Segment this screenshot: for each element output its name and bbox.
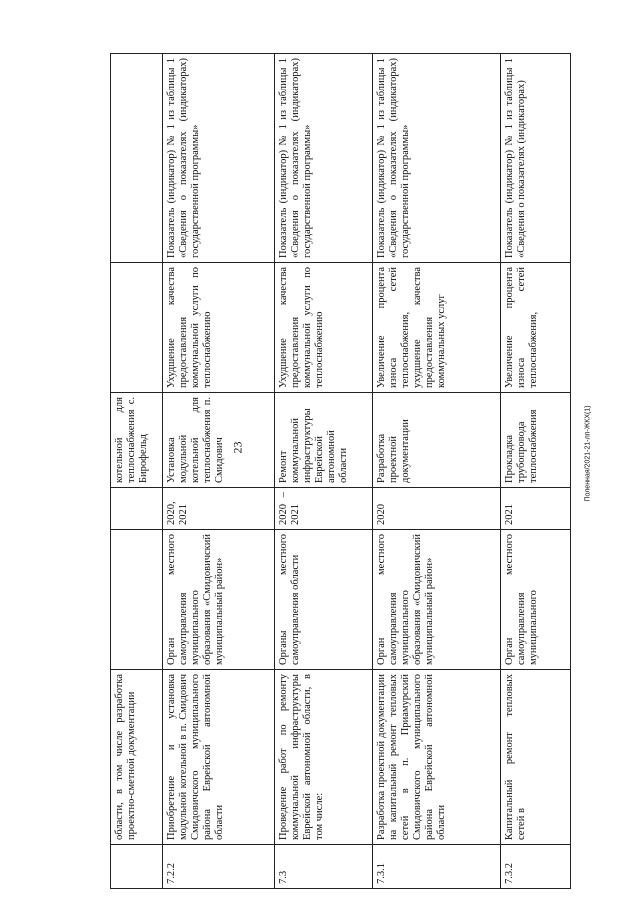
table-row xyxy=(163,54,275,889)
indicator-cell xyxy=(111,54,163,263)
indicator-cell: Показатель (индикатор) № 1 из таблицы 1 «Сведения о показателях (индикаторах) государственной программы» xyxy=(373,54,501,263)
activity-cell: Проведение работ по ремонту коммунальной инфраструктуры Еврейской автономной области, в том числе: xyxy=(275,670,373,845)
executor-cell: Органы местного самоуправления области xyxy=(275,530,373,670)
activity-cell: Капитальный ремонт тепловых сетей в xyxy=(501,670,571,845)
consequence-cell: Ухудшение качества предоставления коммунальной услуги по теплоснабжению xyxy=(163,263,275,393)
row-number: 7.3.1 xyxy=(373,845,501,889)
period-cell: 2020 – 2021 xyxy=(275,488,373,530)
executor-cell: Орган местного самоуправления муниципального образования «Смидовичский муниципальный район» xyxy=(373,530,501,670)
consequence-cell: Увеличение процента износа сетей теплоснабжения, xyxy=(501,263,571,393)
table-row xyxy=(111,54,163,889)
period-cell: 2020 xyxy=(373,488,501,530)
document-code: Поленная/2021-21-лп-ЖКХ(1) xyxy=(584,405,592,502)
indicator-cell: Показатель (индикатор) № 1 из таблицы 1 «Сведения о показателях (индикаторах) xyxy=(501,54,571,263)
row-number: 7.3 xyxy=(275,845,373,889)
indicator-cell: Показатель (индикатор) № 1 из таблицы 1 «Сведения о показателях (индикаторах) государственной программы» xyxy=(163,54,275,263)
activity-cell: Приобретение и установка модульной котельной в п. Смидович Смидовичского муниципального района Еврейской автономной области xyxy=(163,670,275,845)
rotated-table-container xyxy=(110,54,570,889)
program-activities-table xyxy=(110,53,571,889)
result-cell: Прокладка трубопровода теплоснабжения xyxy=(501,393,571,488)
activity-cell: области, в том числе разработка проектно-сметной документации xyxy=(111,670,163,845)
table-row xyxy=(373,54,501,889)
executor-cell xyxy=(111,530,163,670)
consequence-cell: Ухудшение качества предоставления коммунальной услуги по теплоснабжению xyxy=(275,263,373,393)
executor-cell: Орган местного самоуправления муниципального образования «Смидовичский муниципальный район» xyxy=(163,530,275,670)
result-cell: Установка модульной котельной для теплоснабжения п. Смидович xyxy=(163,393,275,488)
period-cell: 2021 xyxy=(501,488,571,530)
result-cell: Ремонт коммунальной инфраструктуры Еврейской автономной области xyxy=(275,393,373,488)
table-row xyxy=(501,54,571,889)
consequence-cell: Увеличение процента износа сетей теплоснабжения, ухудшение качества предоставления коммунальных услуг xyxy=(373,263,501,393)
result-cell: котельной для теплоснабжения с. Бирофельд xyxy=(111,393,163,488)
period-cell: 2020, 2021 xyxy=(163,488,275,530)
executor-cell: Орган местного самоуправления муниципального xyxy=(501,530,571,670)
period-cell xyxy=(111,488,163,530)
row-number xyxy=(111,845,163,889)
activity-cell: Разработка проектной документации на капитальный ремонт тепловых сетей в п. Приамурский Смидовичского муниципального района Еврейской автономной области xyxy=(373,670,501,845)
row-number: 7.2.2 xyxy=(163,845,275,889)
row-number: 7.3.2 xyxy=(501,845,571,889)
table-row xyxy=(275,54,373,889)
result-cell: Разработка проектной документации xyxy=(373,393,501,488)
page-number: 23 xyxy=(230,441,245,454)
indicator-cell: Показатель (индикатор) № 1 из таблицы 1 «Сведения о показателях (индикаторах) государственной программы» xyxy=(275,54,373,263)
consequence-cell xyxy=(111,263,163,393)
